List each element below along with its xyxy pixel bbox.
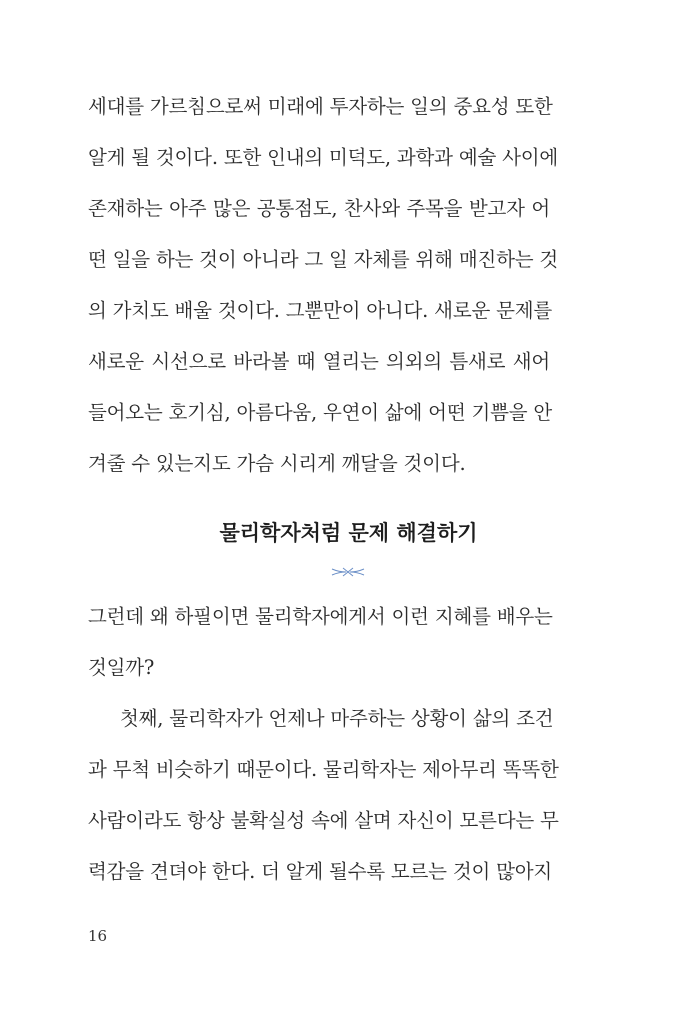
- body-text-line: 첫째, 물리학자가 언제나 마주하는 상황이 삶의 조건: [120, 707, 554, 730]
- body-text-line: 들어오는 호기심, 아름다움, 우연이 삶에 어떤 기쁨을 안: [88, 401, 553, 424]
- body-text-line: 것일까?: [88, 656, 155, 679]
- body-text-line: 세대를 가르침으로써 미래에 투자하는 일의 중요성 또한: [88, 95, 553, 118]
- ornament-icon: [330, 566, 366, 578]
- section-heading: 물리학자처럼 문제 해결하기: [219, 520, 478, 545]
- body-text-line: 과 무척 비슷하기 때문이다. 물리학자는 제아무리 똑똑한: [88, 758, 559, 781]
- body-text-line: 사람이라도 항상 불확실성 속에 살며 자신이 모른다는 무: [88, 809, 559, 832]
- page-number: 16: [88, 927, 108, 945]
- body-text-line: 존재하는 아주 많은 공통점도, 찬사와 주목을 받고자 어: [88, 197, 550, 220]
- body-text-line: 떤 일을 하는 것이 아니라 그 일 자체를 위해 매진하는 것: [88, 248, 558, 271]
- body-text-line: 그런데 왜 하필이면 물리학자에게서 이런 지혜를 배우는: [88, 605, 553, 628]
- body-text-line: 력감을 견뎌야 한다. 더 알게 될수록 모르는 것이 많아지: [88, 860, 553, 883]
- body-text-line: 의 가치도 배울 것이다. 그뿐만이 아니다. 새로운 문제를: [88, 299, 553, 322]
- body-text-line: 알게 될 것이다. 또한 인내의 미덕도, 과학과 예술 사이에: [88, 146, 558, 169]
- body-text-line: 새로운 시선으로 바라볼 때 열리는 의외의 틈새로 새어: [88, 350, 550, 373]
- body-text-line: 겨줄 수 있는지도 가슴 시리게 깨달을 것이다.: [88, 452, 466, 475]
